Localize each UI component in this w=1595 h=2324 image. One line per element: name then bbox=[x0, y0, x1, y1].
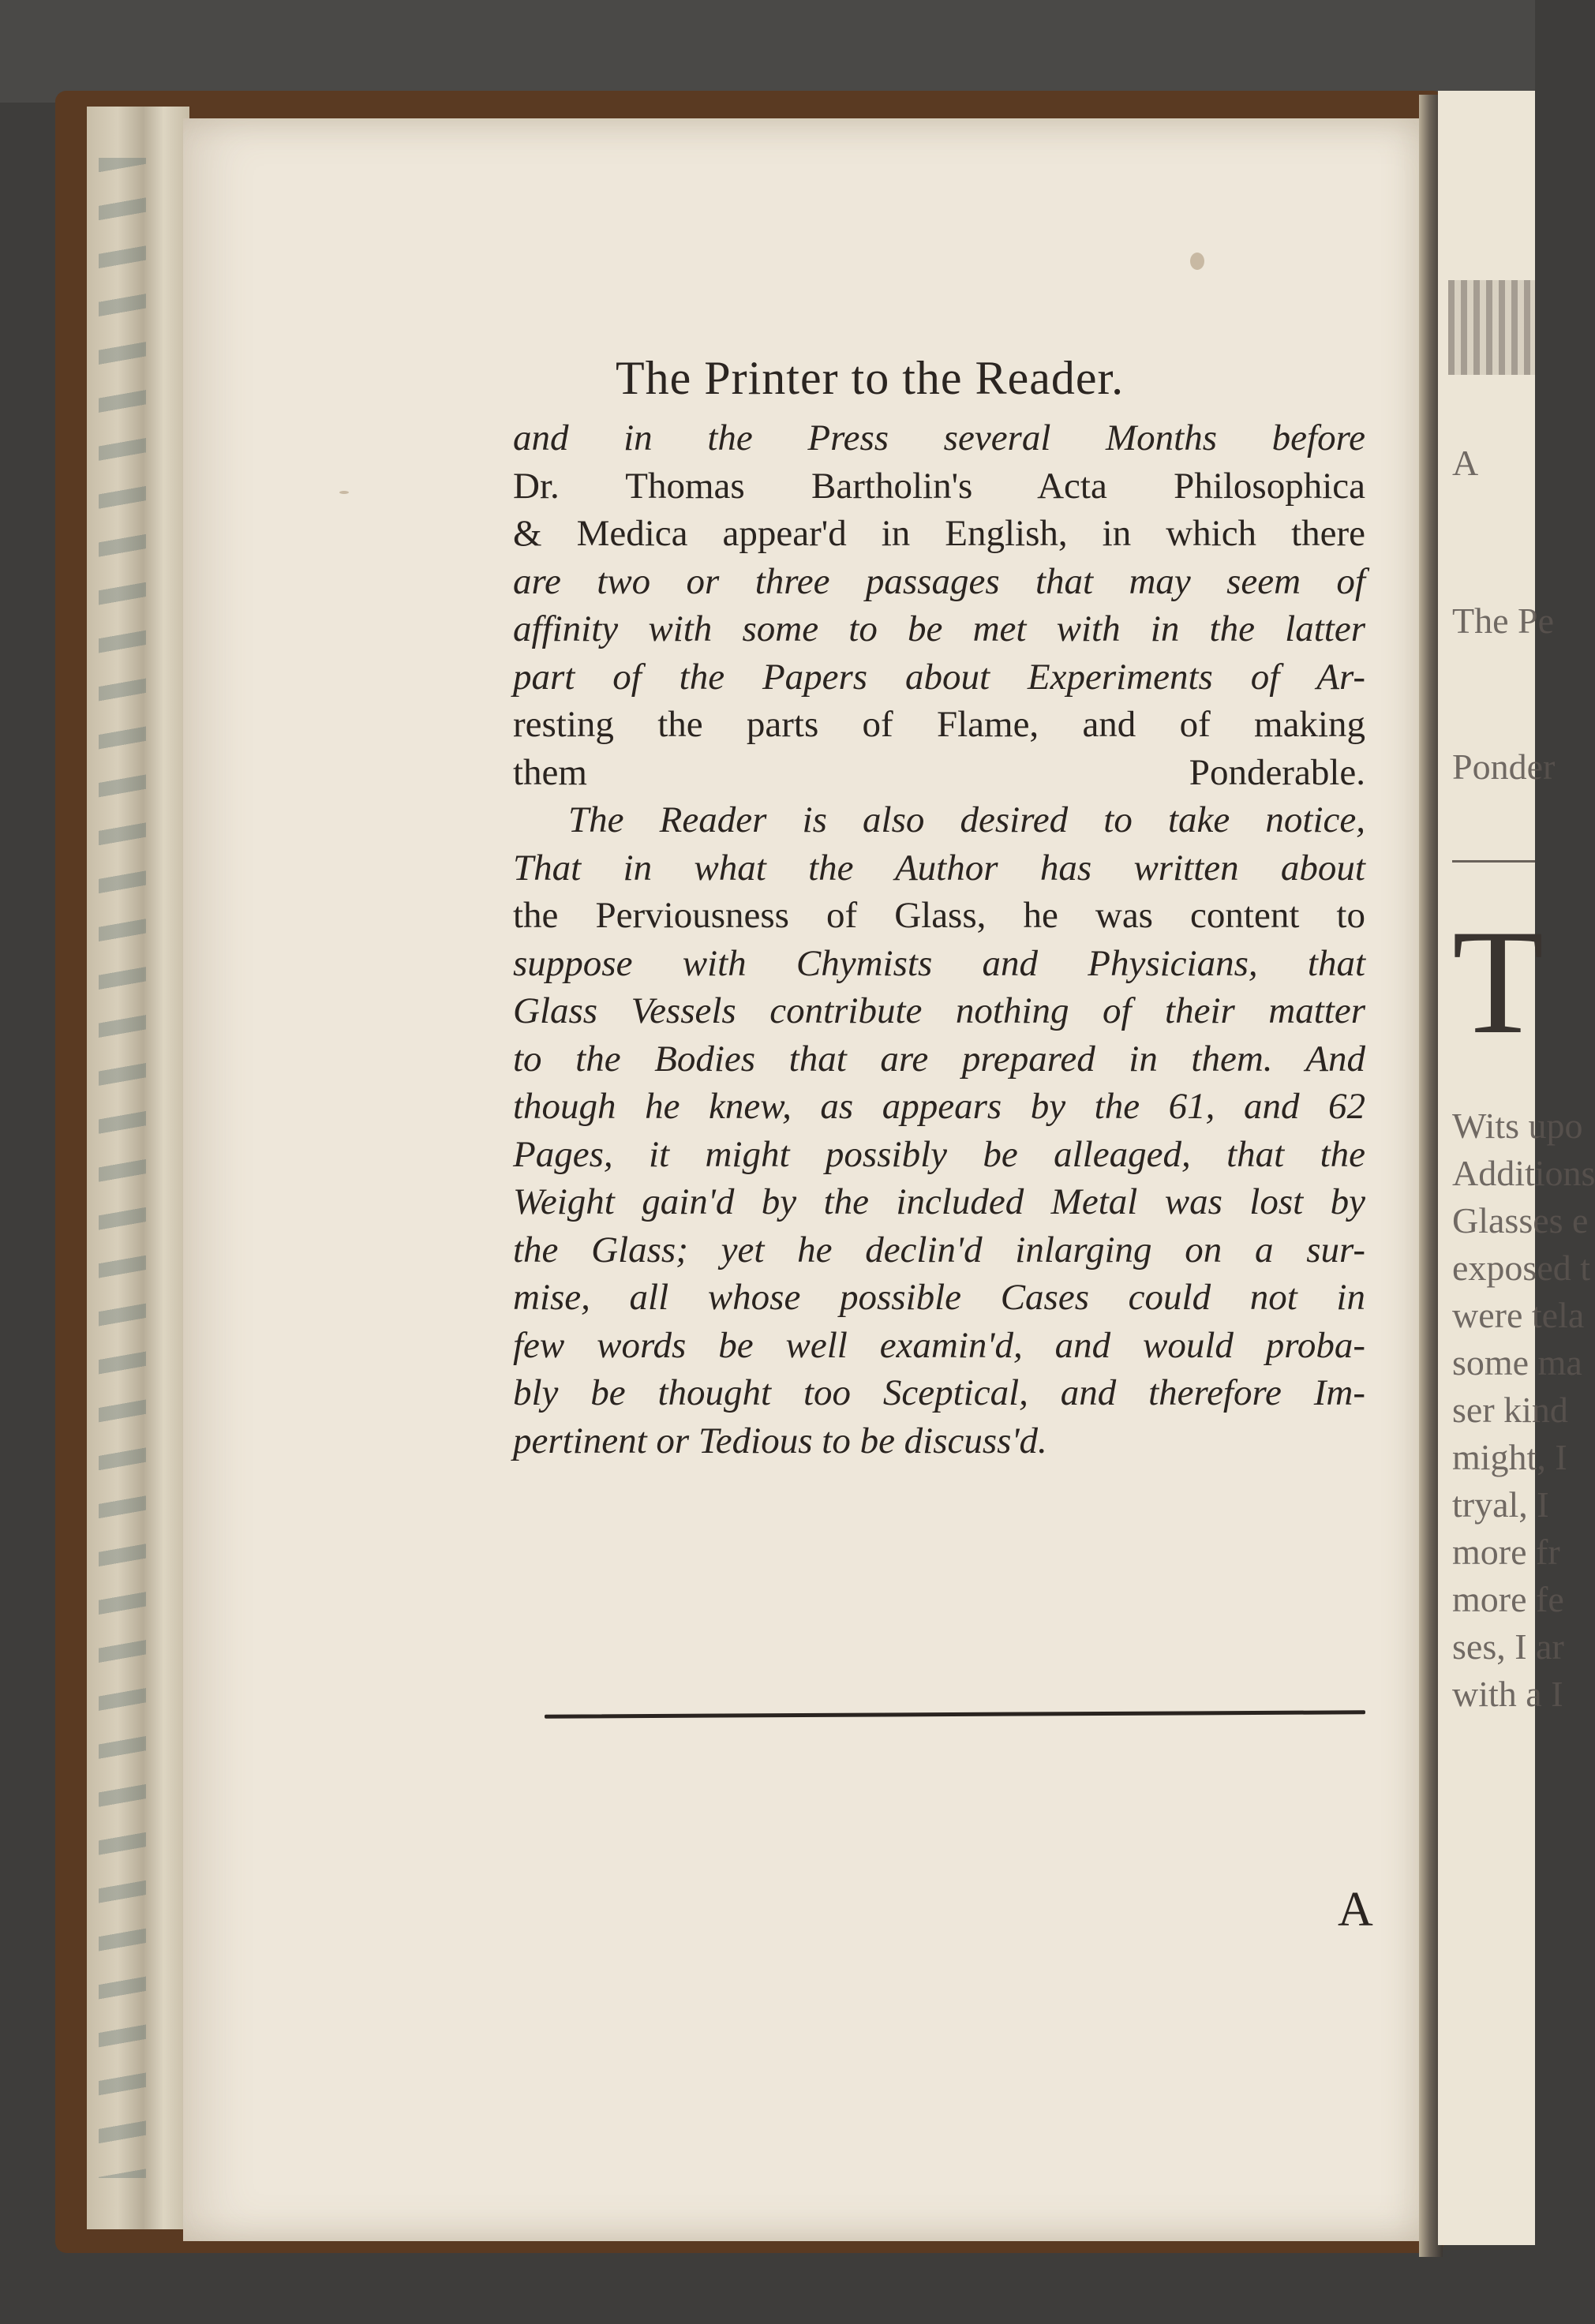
facing-page-line: Glasses e bbox=[1452, 1200, 1589, 1241]
facing-page-line: Additions bbox=[1452, 1153, 1595, 1193]
text-line: Glass Vessels contribute nothing of their matter bbox=[513, 990, 1365, 1031]
facing-page-rule bbox=[1452, 860, 1535, 863]
facing-page-line: Wits upo bbox=[1452, 1106, 1583, 1146]
text-line: the Glass; yet he declin'd inlarging on a sur- bbox=[513, 1229, 1365, 1271]
text-line: That in what the Author has written about bbox=[513, 847, 1365, 889]
text-line: affinity with some to be met with in the latter bbox=[513, 608, 1365, 649]
facing-page-line: tryal, I bbox=[1452, 1484, 1549, 1525]
background bbox=[0, 0, 1535, 103]
facing-page-ornament bbox=[1448, 280, 1535, 375]
signature-mark: A bbox=[1338, 1883, 1373, 1937]
facing-page-line: more fr bbox=[1452, 1532, 1560, 1572]
facing-page-line: more fe bbox=[1452, 1579, 1564, 1619]
text-line: bly be thought too Sceptical, and therefore Im- bbox=[513, 1372, 1365, 1413]
ink-spot bbox=[1190, 253, 1204, 270]
running-header: The Printer to the Reader. bbox=[616, 352, 1125, 404]
text-line: The Reader is also desired to take notice, bbox=[568, 799, 1365, 840]
ink-spot bbox=[339, 491, 349, 494]
facing-page-line: ser kind bbox=[1452, 1390, 1568, 1430]
text-line: and in the Press several Months before bbox=[513, 417, 1365, 458]
facing-page-line: The Pe bbox=[1452, 601, 1555, 641]
text-line: are two or three passages that may seem of bbox=[513, 560, 1365, 602]
text-line: resting the parts of Flame, and of making bbox=[513, 704, 1365, 745]
text-line: to the Bodies that are prepared in them. And bbox=[513, 1038, 1365, 1080]
marbled-edge bbox=[99, 158, 146, 2178]
facing-page-initial: T bbox=[1452, 900, 1544, 1065]
facing-page-line: some ma bbox=[1452, 1342, 1582, 1383]
text-line: & Medica appear'd in English, in which there bbox=[513, 513, 1365, 554]
facing-page-line: A bbox=[1452, 443, 1479, 483]
text-line: few words be well examin'd, and would proba- bbox=[513, 1324, 1365, 1366]
text-line: Weight gain'd by the included Metal was lost by bbox=[513, 1181, 1365, 1222]
facing-page-line: ses, I ar bbox=[1452, 1626, 1564, 1667]
text-line: them Ponderable. bbox=[513, 751, 1365, 793]
facing-page-line: were tela bbox=[1452, 1295, 1585, 1335]
text-line: pertinent or Tedious to be discuss'd. bbox=[513, 1420, 1047, 1461]
body-text bbox=[513, 414, 1365, 1465]
text-line: the Perviousness of Glass, he was content to bbox=[513, 895, 1365, 936]
text-line: Dr. Thomas Bartholin's Acta Philosophica bbox=[513, 465, 1365, 507]
facing-page-line: exposed t bbox=[1452, 1248, 1591, 1288]
facing-page-line: might, I bbox=[1452, 1437, 1567, 1477]
text-line: Pages, it might possibly be alleaged, that the bbox=[513, 1133, 1365, 1175]
facing-page-line: with a I bbox=[1452, 1674, 1563, 1714]
text-line: mise, all whose possible Cases could not in bbox=[513, 1277, 1365, 1318]
text-line: suppose with Chymists and Physicians, that bbox=[513, 942, 1365, 984]
facing-page-line: Ponder bbox=[1452, 747, 1556, 787]
text-line: part of the Papers about Experiments of Ar- bbox=[513, 656, 1365, 698]
text-line: though he knew, as appears by the 61, and 62 bbox=[513, 1086, 1365, 1127]
